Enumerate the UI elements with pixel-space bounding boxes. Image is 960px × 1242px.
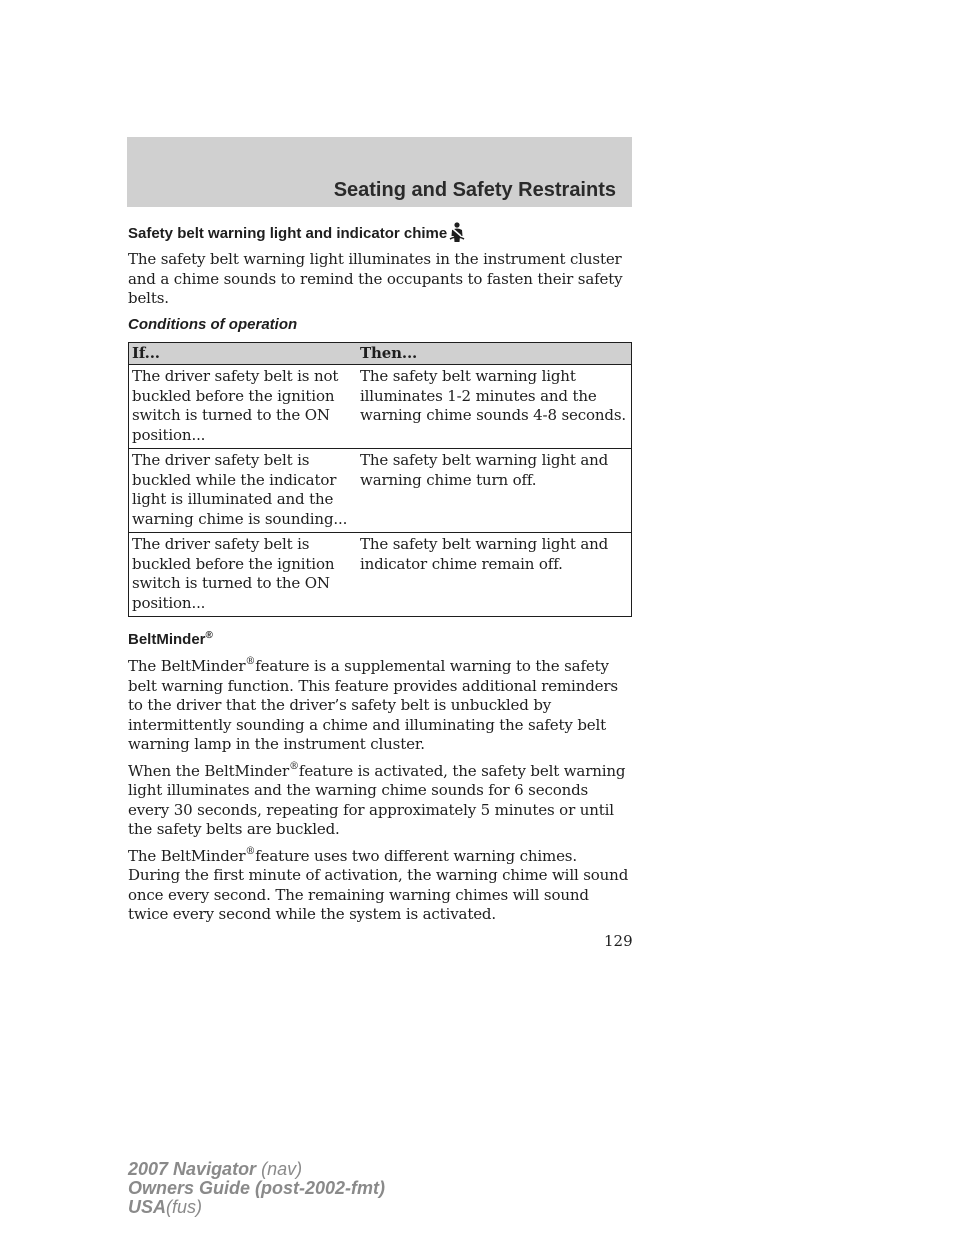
table-cell-then: The safety belt warning light and indicator chime remain off. — [354, 533, 632, 617]
beltminder-heading — [128, 631, 633, 648]
table-cell-if: The driver safety belt is not buckled before the ignition switch is turned to the ON position... — [129, 365, 355, 449]
table-header-row — [129, 342, 632, 365]
footer-line-3 — [128, 1198, 385, 1217]
beltminder-p1-lead: The BeltMinder — [128, 657, 246, 675]
conditions-table — [128, 342, 632, 618]
beltminder-heading-text: BeltMinder — [128, 631, 206, 648]
beltminder-p1-body: feature is a supplemental warning to the safety belt warning function. This feature provides additional reminders to the driver that the driver’s safety belt is unbuckled by intermittently sounding a chime and illuminating the safety belt warning lamp in the instrument cluster. — [128, 657, 618, 753]
conditions-heading: Conditions of operation — [128, 315, 298, 333]
footer-market-code: (fus) — [166, 1197, 203, 1217]
column-header-then: Then... — [354, 342, 632, 365]
registered-mark: ® — [205, 630, 213, 641]
header-band — [127, 137, 632, 207]
page-content — [128, 222, 633, 932]
footer-model: 2007 Navigator — [128, 1159, 257, 1179]
footer-market: USA — [128, 1197, 167, 1217]
table-cell-if: The driver safety belt is buckled while the indicator light is illuminated and the warning chime is sounding... — [129, 449, 355, 533]
table-row — [129, 533, 632, 617]
warning-light-paragraph: The safety belt warning light illuminates in the instrument cluster and a chime sounds to remind the occupants to fasten their safety belts. — [128, 250, 623, 307]
warning-light-heading-text: Safety belt warning light and indicator chime — [128, 225, 448, 242]
document-footer — [128, 1160, 385, 1217]
beltminder-paragraph-2 — [128, 762, 633, 840]
footer-line-2 — [128, 1179, 385, 1198]
table-cell-then: The safety belt warning light illuminates 1-2 minutes and the warning chime sounds 4-8 seconds. — [354, 365, 632, 449]
beltminder-paragraph-1 — [128, 657, 633, 755]
beltminder-p2-lead: When the BeltMinder — [128, 761, 290, 780]
table-cell-then: The safety belt warning light and warning chime turn off. — [354, 449, 632, 533]
column-header-if: If... — [129, 342, 355, 365]
beltminder-p2-body: feature is activated, the safety belt warning light illuminates and the warning chime sounds for 6 seconds every 30 seconds, repeating for approximately 5 minutes or until the safety belts are buckled. — [128, 761, 626, 838]
table-row — [129, 449, 632, 533]
seatbelt-warning-icon — [448, 222, 466, 242]
table-cell-if: The driver safety belt is buckled before the ignition switch is turned to the ON position... — [129, 533, 355, 617]
registered-mark: ® — [245, 656, 256, 667]
warning-light-heading — [128, 222, 633, 242]
section-title: Seating and Safety Restraints — [333, 179, 616, 201]
registered-mark: ® — [289, 760, 299, 772]
beltminder-paragraph-3 — [128, 847, 633, 925]
beltminder-p3-lead: The BeltMinder — [128, 846, 246, 865]
footer-guide: Owners Guide (post-2002-fmt) — [128, 1178, 386, 1198]
registered-mark: ® — [245, 845, 256, 857]
footer-model-code: (nav) — [261, 1159, 303, 1179]
footer-line-1 — [128, 1160, 385, 1179]
beltminder-p3-body: feature uses two different warning chimes. During the first minute of activation, the warning chime will sound once every second. The remaining warning chimes will sound twice every second while the system is activated. — [128, 846, 629, 923]
table-row — [129, 365, 632, 449]
page-number: 129 — [604, 932, 633, 950]
